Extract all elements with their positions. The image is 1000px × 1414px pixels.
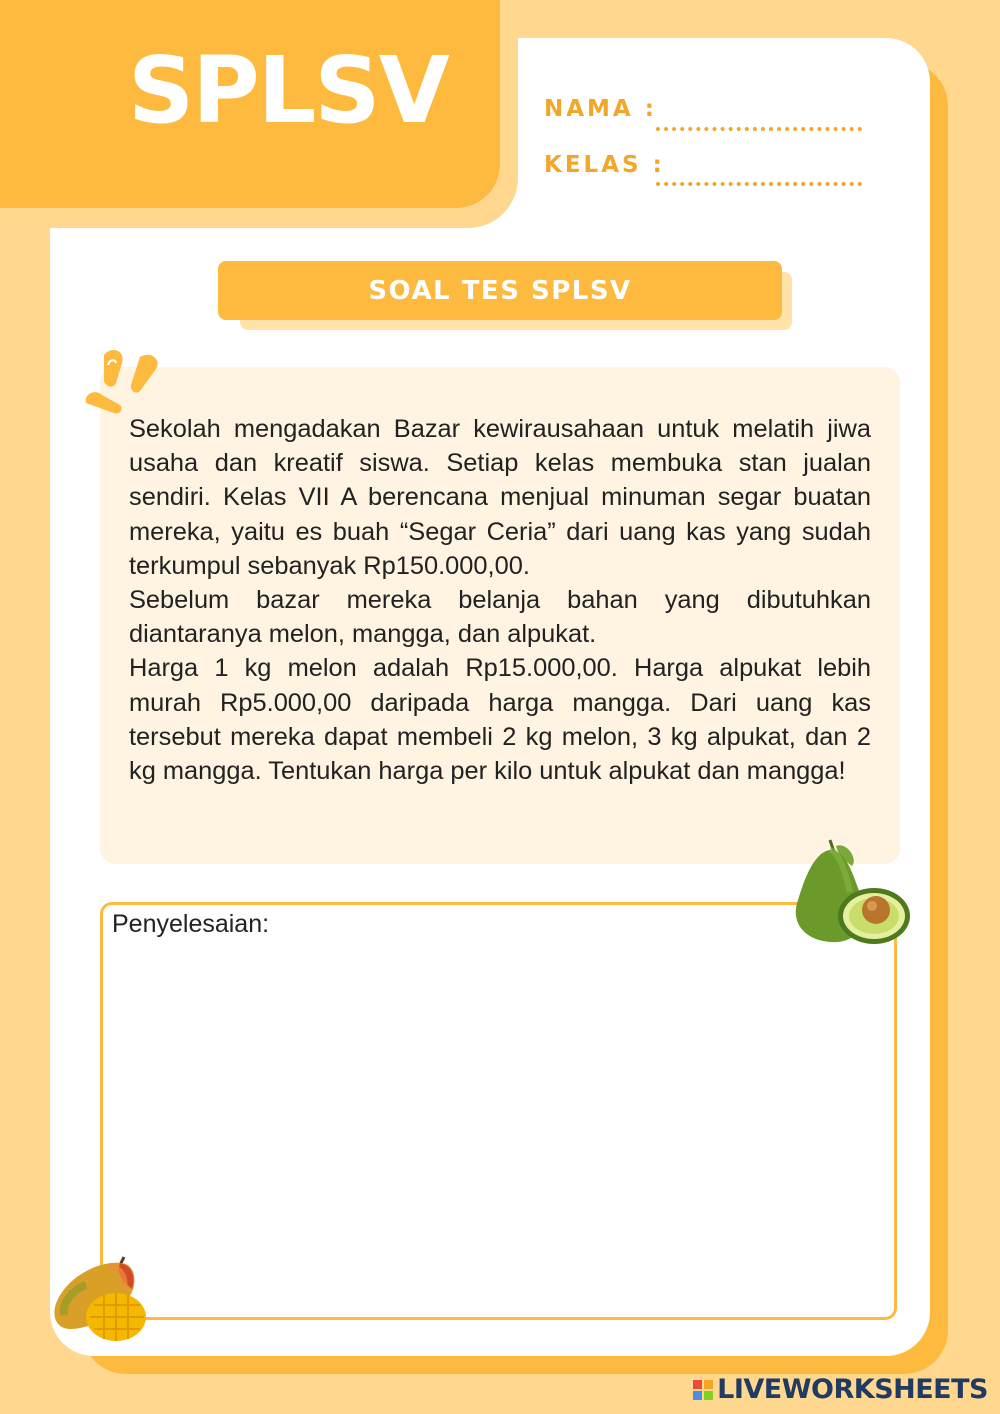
name-label: NAMA : <box>544 96 657 122</box>
spark-icon <box>82 345 166 417</box>
title-block <box>0 0 500 208</box>
mango-icon <box>50 1255 154 1345</box>
question-paragraph: Sekolah mengadakan Bazar kewirausahaan untuk melatih jiwa usaha dan kreatif siswa. Setiap kelas membuka stan jualan sendiri. Kelas VII A berencana menjual minuman segar buatan mereka, yaitu es buah “Segar Ceria” dari uang kas yang sudah terkumpul sebanyak Rp150.000,00. <box>129 415 871 580</box>
class-label: KELAS : <box>544 152 665 178</box>
class-field[interactable] <box>656 182 862 186</box>
question-paragraph: Sebelum bazar mereka belanja bahan yang dibutuhkan diantaranya melon, mangga, dan alpukat. <box>129 586 871 649</box>
brand-name: LIVEWORKSHEETS <box>717 1374 988 1405</box>
question-text <box>129 412 871 788</box>
liveworksheets-logo-icon <box>693 1380 713 1400</box>
page-title: SPLSV <box>128 37 448 144</box>
footer-brand[interactable] <box>693 1374 988 1405</box>
name-field[interactable] <box>656 127 862 131</box>
banner-title: SOAL TES SPLSV <box>368 275 632 306</box>
section-banner <box>218 261 782 320</box>
question-paragraph: Harga 1 kg melon adalah Rp15.000,00. Harga alpukat lebih murah Rp5.000,00 daripada harga mangga. Dari uang kas tersebut mereka dapat membeli 2 kg melon, 3 kg alpukat, dan 2 kg mangga. Tentukan harga per kilo untuk alpukat dan mangga! <box>129 654 871 786</box>
avocado-icon <box>790 836 912 950</box>
answer-label: Penyelesaian: <box>112 910 270 938</box>
answer-input-area[interactable] <box>110 950 890 1310</box>
